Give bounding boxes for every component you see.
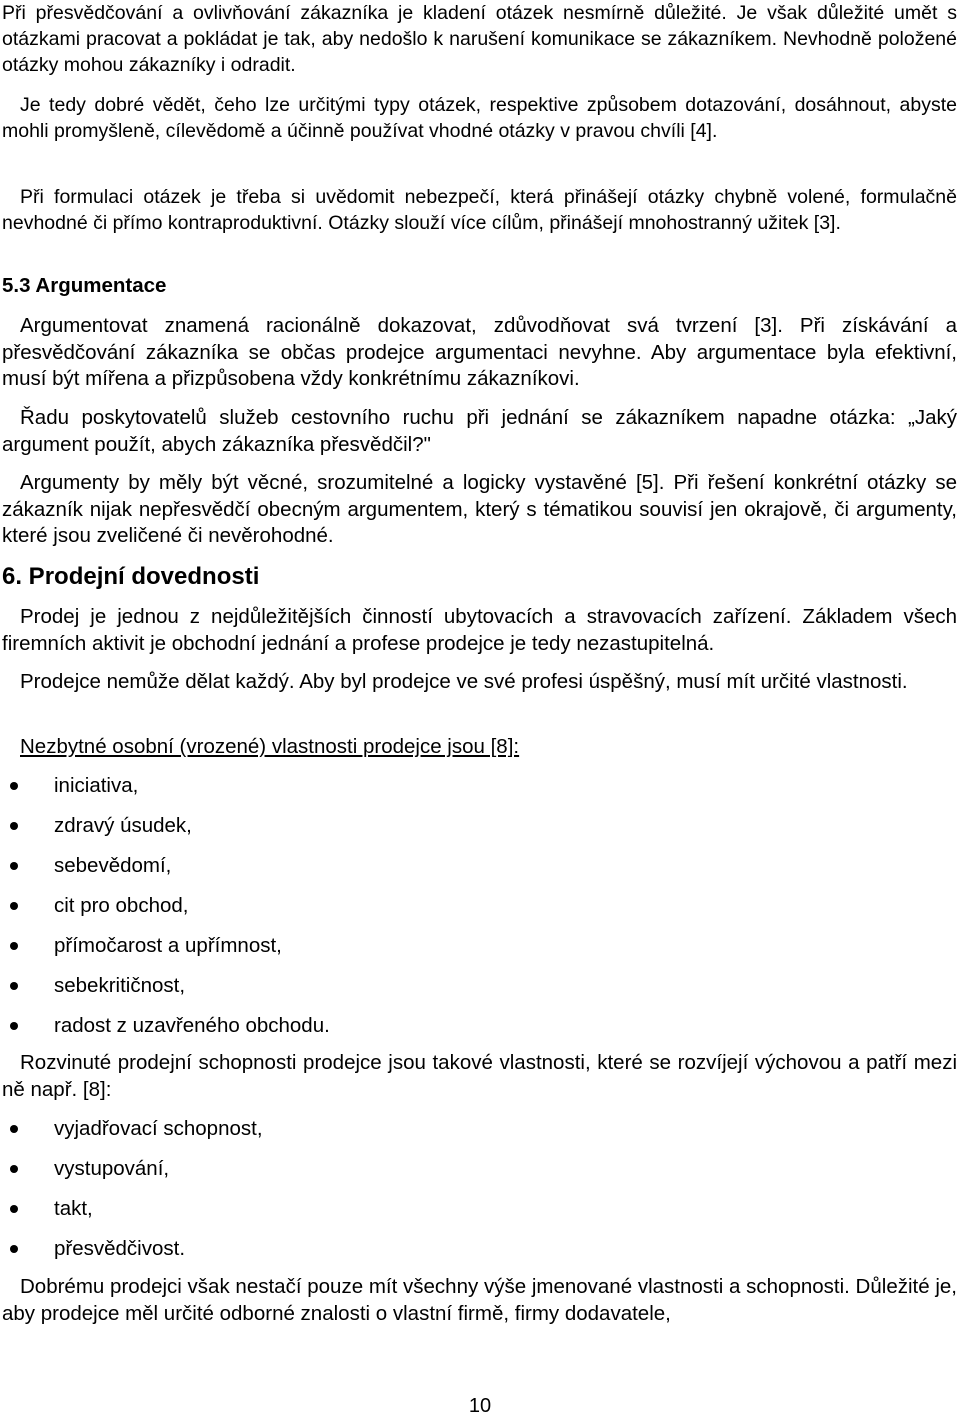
bullet-icon (10, 942, 18, 950)
bullet-icon (10, 862, 18, 870)
paragraph-sales-importance: Prodej je jednou z nejdůležitějších činností ubytovacích a stravovacích zařízení. Základem všech firemních aktivit je obchodní jednání a profese prodejce je tedy nezastupitelná. (2, 605, 957, 655)
paragraph-argument-question: Řadu poskytovatelů služeb cestovního ruchu při jednání se zákazníkem napadne otázka: „Jaký argument použít, abych zákazníka přesvědčil?" (2, 406, 957, 456)
list-item: iniciativa, (0, 773, 330, 813)
list-item: radost z uzavřeného obchodu. (0, 1013, 330, 1053)
chapter-heading-prodejni-dovednosti: 6. Prodejní dovednosti (2, 563, 260, 590)
innate-traits-list (0, 773, 330, 1053)
list-item: cit pro obchod, (0, 893, 330, 933)
list-item: sebevědomí, (0, 853, 330, 893)
bullet-icon (10, 1245, 18, 1253)
bullet-icon (10, 822, 18, 830)
list-item: vyjadřovací schopnost, (0, 1116, 263, 1156)
developed-skills-list (0, 1116, 263, 1276)
paragraph-question-types: Je tedy dobré vědět, čeho lze určitými typy otázek, respektive způsobem dotazování, dosáhnout, abyste mohli promyšleně, cílevědomě a účinně používat vhodné otázky v pravou chvíli [4]. (2, 94, 957, 142)
paragraph-persuasion-questions: Při přesvědčování a ovlivňování zákazníka je kladení otázek nesmírně důležité. Je však důležité umět s otázkami pracovat a pokládat je tak, aby nedošlo k narušení komunikace se zákazníkem. Nevhodně položené otázky mohou zákazníky i odradit. (2, 2, 957, 76)
section-heading-argumentace: 5.3 Argumentace (2, 274, 167, 297)
list-item: sebekritičnost, (0, 973, 330, 1013)
bullet-icon (10, 782, 18, 790)
paragraph-question-formulation: Při formulaci otázek je třeba si uvědomit nebezpečí, která přinášejí otázky chybně volené, formulačně nevhodné či přímo kontraproduktivní. Otázky slouží více cílům, přinášejí mnohostranný užitek [3]. (2, 186, 957, 234)
paragraph-argumentation-definition: Argumentovat znamená racionálně dokazovat, zdůvodňovat svá tvrzení [3]. Při získávání a přesvědčování zákazníka se občas prodejce argumentaci nevyhne. Aby argumentace byla efektivní, musí být mířena a přizpůsobena vždy konkrétnímu zákazníkovi. (2, 314, 957, 390)
paragraph-innate-traits-intro: Nezbytné osobní (vrozené) vlastnosti prodejce jsou [8]: (20, 735, 520, 758)
list-item: vystupování, (0, 1156, 263, 1196)
paragraph-knowledge-required: Dobrému prodejci však nestačí pouze mít všechny výše jmenované vlastnosti a schopnosti. Důležité je, aby prodejce měl určité odborné znalosti o vlastní firmě, firmy dodavatele, (2, 1275, 957, 1325)
list-item: zdravý úsudek, (0, 813, 330, 853)
list-item: přesvědčivost. (0, 1236, 263, 1276)
bullet-icon (10, 1125, 18, 1133)
list-item: takt, (0, 1196, 263, 1236)
paragraph-argument-quality: Argumenty by měly být věcné, srozumitelné a logicky vystavěné [5]. Při řešení konkrétní otázky se zákazník nijak nepřesvědčí obecným argumentem, který s tématikou souvisí jen okrajově, či argumenty, které jsou zveličené či nevěrohodné. (2, 471, 957, 547)
bullet-icon (10, 1022, 18, 1030)
paragraph-developed-skills-intro: Rozvinuté prodejní schopnosti prodejce jsou takové vlastnosti, které se rozvíjejí výchovou a patří mezi ně např. [8]: (2, 1051, 957, 1101)
page-number: 10 (468, 1395, 492, 1417)
bullet-icon (10, 1165, 18, 1173)
paragraph-salesperson-traits: Prodejce nemůže dělat každý. Aby byl prodejce ve své profesi úspěšný, musí mít určité vlastnosti. (20, 670, 908, 693)
list-item: přímočarost a upřímnost, (0, 933, 330, 973)
bullet-icon (10, 1205, 18, 1213)
bullet-icon (10, 902, 18, 910)
bullet-icon (10, 982, 18, 990)
